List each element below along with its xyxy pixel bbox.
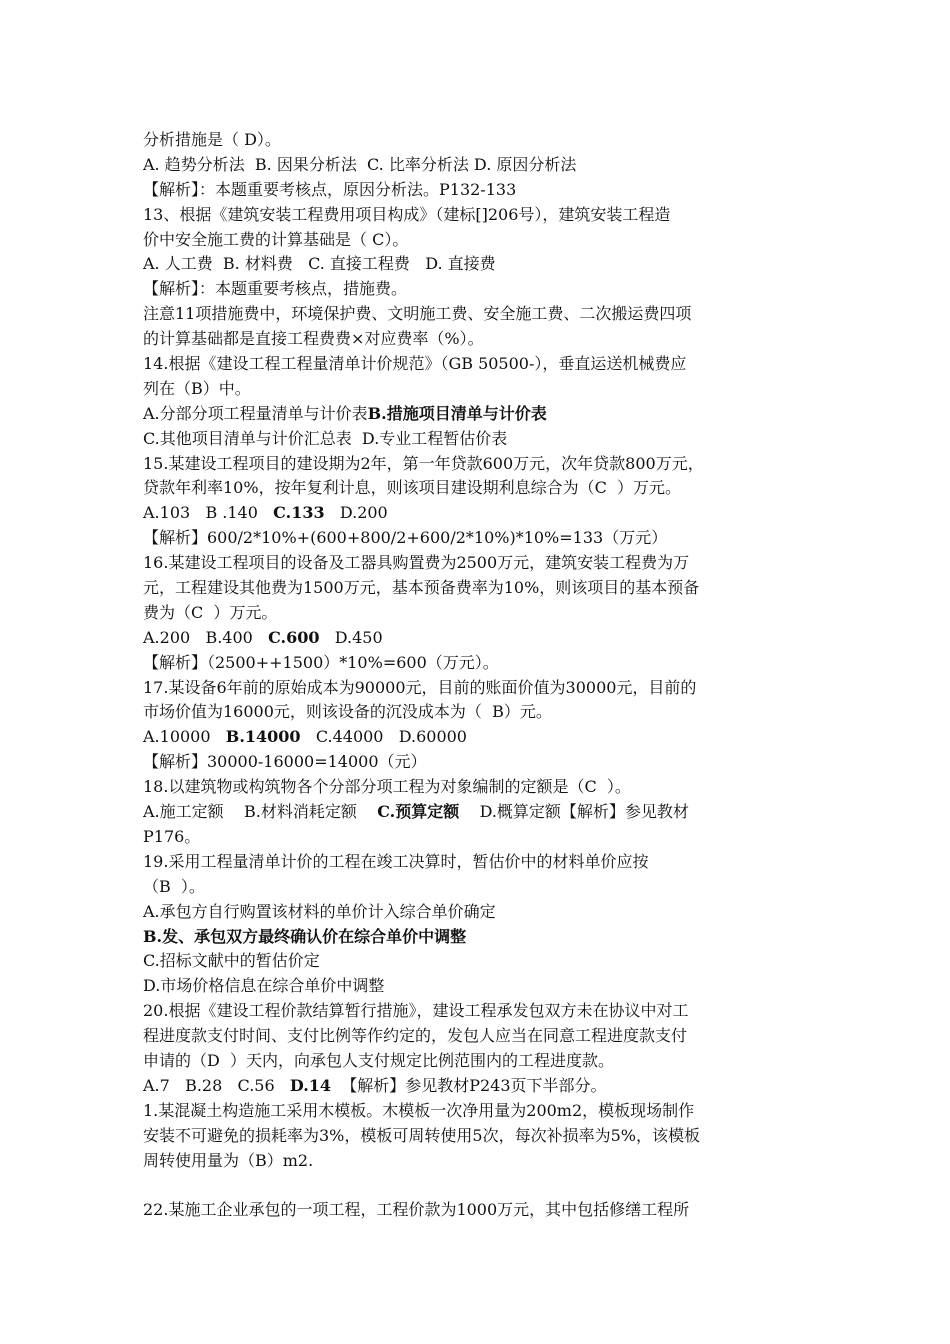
answer-highlight: D.14 [289,1075,332,1095]
line-segment: A.10000 [143,727,226,747]
text-line-mixed [143,501,813,526]
answer-highlight: C.133 [273,503,325,523]
line-segment: A.7 B.28 C.56 [143,1075,290,1095]
text-line: A.承包方自行购置该材料的单价计入综合单价确定 [143,901,496,921]
answer-highlight: C.预算定额 [377,802,460,822]
text-line: 的计算基础都是直接工程费费×对应费率（%）。 [143,329,484,349]
text-line-mixed [143,626,813,651]
line-segment: A.分部分项工程量清单与计价表 [143,403,368,423]
text-line: 列在（B）中。 [143,378,251,398]
text-line: 周转使用量为（B）m2. [143,1150,314,1170]
blank-line [143,1173,813,1198]
text-line: 【解析】（2500++1500）*10%=600（万元）。 [143,652,499,672]
text-line: 价中安全施工费的计算基础是（ C）。 [143,229,409,249]
answer-highlight: B.14000 [225,727,301,747]
text-line: 贷款年利率10%，按年复利计息，则该项目建设期利息综合为（C ）万元。 [143,478,681,498]
text-line-mixed [143,402,813,427]
text-line: 【解析】600/2*10%+(600+800/2+600/2*10%)*10%=133（万元） [143,528,668,548]
text-line: 14.根据《建设工程工程量清单计价规范》（GB 50500-），垂直运送机械费应 [143,354,687,374]
text-line-mixed [143,800,813,825]
text-line-mixed [143,725,813,750]
answer-highlight: C.600 [268,627,320,647]
text-line: 22.某施工企业承包的一项工程，工程价款为1000万元，其中包括修缮工程所 [143,1200,690,1220]
text-line: 【解析】：本题重要考核点，原因分析法。P132-133 [143,179,517,199]
text-line: 安装不可避免的损耗率为3%，模板可周转使用5次，每次补损率为5%，该模板 [143,1125,700,1145]
line-segment: D.概算定额【解析】参见教材 [459,802,689,822]
text-line: D.市场价格信息在综合单价中调整 [143,976,385,996]
line-segment: 【解析】参见教材P243页下半部分。 [331,1075,607,1095]
line-segment: A.103 B .140 [143,503,274,523]
text-line: C.其他项目清单与计价汇总表 D.专业工程暂估价表 [143,428,508,448]
answer-highlight: B.措施项目清单与计价表 [367,403,547,423]
text-line: P176。 [143,826,201,846]
line-segment: D.450 [319,627,383,647]
text-line: 19.采用工程量清单计价的工程在竣工决算时，暂估价中的材料单价应按 [143,851,649,871]
text-line: 费为（C ）万元。 [143,602,278,622]
text-line: 分析措施是（ D）。 [143,130,281,149]
text-line-bold: B.发、承包双方最终确认价在综合单价中调整 [143,926,467,946]
text-line: 20.根据《建设工程价款结算暂行措施》，建设工程承发包双方未在协议中对工 [143,1001,689,1021]
text-line: 元，工程建设其他费为1500万元，基本预备费率为10%，则该项目的基本预备 [143,578,700,598]
line-segment: A.200 B.400 [143,627,269,647]
text-line: 注意11项措施费中，环境保护费、文明施工费、安全施工费、二次搬运费四项 [143,304,692,324]
line-segment: C.44000 D.60000 [300,727,467,747]
line-segment: D.200 [324,503,388,523]
text-line: C.招标文献中的暂估价定 [143,951,320,971]
text-line: 程进度款支付时间、支付比例等作约定的，发包人应当在同意工程进度款支付 [143,1026,688,1046]
text-line: 市场价值为16000元，则该设备的沉没成本为（ B）元。 [143,702,552,722]
text-line: 15.某建设工程项目的建设期为2年，第一年贷款600万元，次年贷款800万元， [143,453,704,473]
text-line: 17.某设备6年前的原始成本为90000元，目前的账面价值为30000元，目前的 [143,677,697,697]
text-line: A. 趋势分析法 B. 因果分析法 C. 比率分析法 D. 原因分析法 [143,154,577,174]
text-line: 18.以建筑物或构筑物各个分部分项工程为对象编制的定额是（C ）。 [143,777,631,797]
text-line: 13、根据《建筑安装工程费用项目构成》（建标[]206号），建筑安装工程造 [143,204,671,224]
text-line: 申请的（D ）天内，向承包人支付规定比例范围内的工程进度款。 [143,1050,615,1070]
document-body [143,128,813,1223]
text-line: 【解析】30000-16000=14000（元） [143,752,427,772]
text-line: 【解析】：本题重要考核点，措施费。 [143,279,408,299]
text-line: 16.某建设工程项目的设备及工器具购置费为2500万元，建筑安装工程费为万 [143,553,690,573]
line-segment: A.施工定额 B.材料消耗定额 [143,802,378,822]
text-line: （B ）。 [143,876,205,896]
text-line: A. 人工费 B. 材料费 C. 直接工程费 D. 直接费 [143,254,496,274]
text-line: 1.某混凝土构造施工采用木模板。木模板一次净用量为200m2，模板现场制作 [143,1100,695,1120]
text-line-mixed [143,1074,813,1099]
